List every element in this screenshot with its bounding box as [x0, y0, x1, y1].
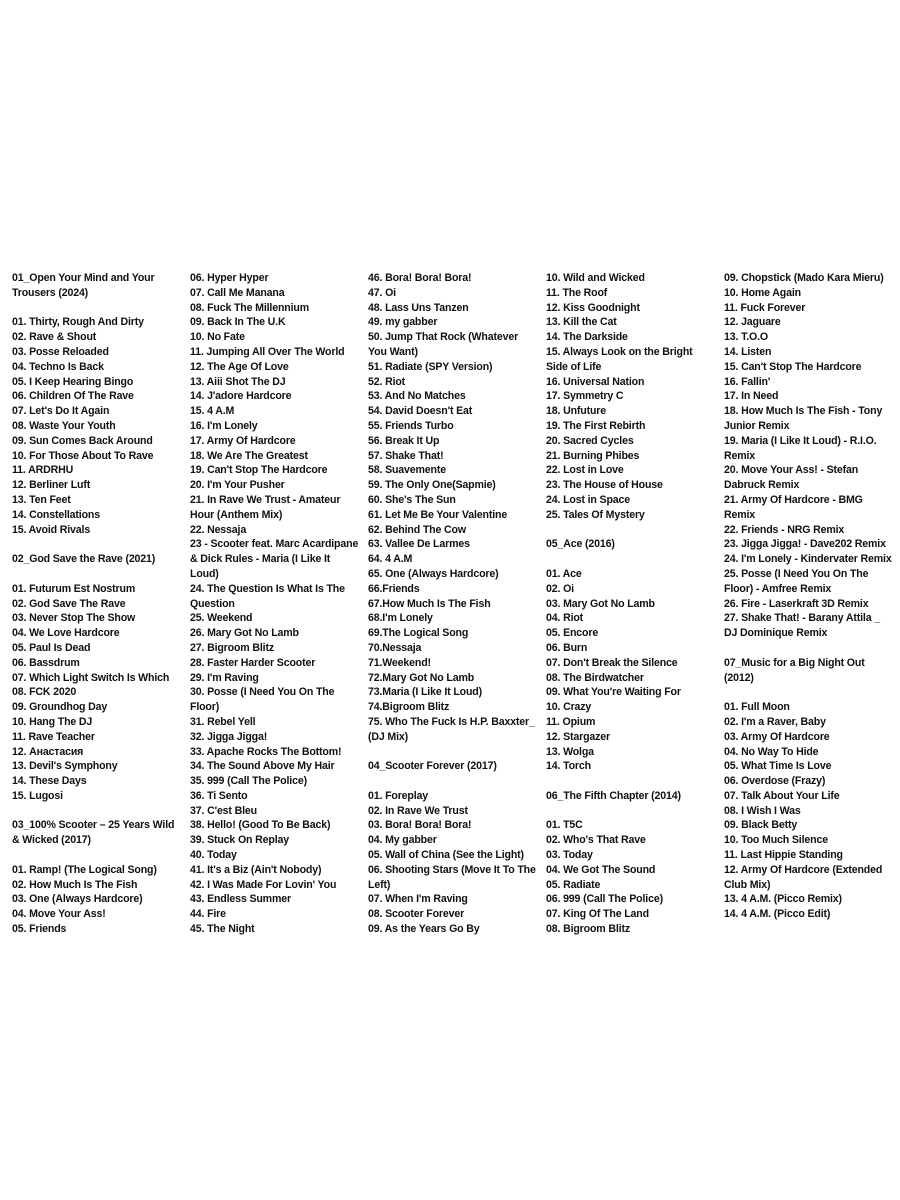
- track-item: 12. The Age Of Love: [190, 360, 289, 373]
- track-item: 62. Behind The Cow: [368, 523, 466, 536]
- spacer: [546, 552, 716, 567]
- track-item: 10. Wild and Wicked: [546, 272, 645, 284]
- track-item: 02. Who's That Rave: [546, 834, 646, 847]
- track-item: 46. Bora! Bora! Bora!: [368, 272, 472, 284]
- track-item: 12. Анастасия: [12, 745, 84, 758]
- track-item: 02. Rave & Shout: [12, 331, 97, 344]
- track-item: 04. No Way To Hide: [724, 745, 819, 758]
- track-item: 05. Friends: [12, 923, 67, 936]
- track-item: 01. Ace: [546, 567, 582, 580]
- track-item: 11. ARDRHU: [12, 464, 74, 477]
- spacer: [546, 774, 716, 789]
- column-4: [546, 271, 716, 937]
- track-item: 03. Mary Got No Lamb: [546, 597, 655, 610]
- track-item: 07. King Of The Land: [546, 908, 649, 921]
- track-item: 69.The Logical Song: [368, 627, 469, 640]
- track-item: 12. Army Of Hardcore (Extended Club Mix): [724, 863, 883, 891]
- track-item: 37. C'est Bleu: [190, 804, 257, 817]
- track-item: 41. It's a Biz (Ain't Nobody): [190, 863, 322, 876]
- track-item: 07. Talk About Your Life: [724, 789, 840, 802]
- track-item: 10. Home Again: [724, 286, 801, 299]
- track-item: 23. Jigga Jigga! - Dave202 Remix: [724, 538, 886, 551]
- track-item: 16. Fallin': [724, 375, 771, 388]
- track-item: 22. Nessaja: [190, 523, 247, 536]
- track-item: 08. Scooter Forever: [368, 908, 465, 921]
- track-item: 14. Torch: [546, 760, 591, 773]
- track-item: 21. Army Of Hardcore - BMG Remix: [724, 493, 863, 521]
- track-item: 09. Sun Comes Back Around: [12, 434, 153, 447]
- album-heading: 03_100% Scooter – 25 Years Wild & Wicked (2017): [12, 819, 175, 847]
- track-item: 14. J'adore Hardcore: [190, 390, 292, 403]
- track-item: 28. Faster Harder Scooter: [190, 656, 316, 669]
- track-item: 65. One (Always Hardcore): [368, 567, 499, 580]
- track-item: 05. Paul Is Dead: [12, 641, 91, 654]
- track-item: 01. Thirty, Rough And Dirty: [12, 316, 144, 329]
- column-1: [12, 271, 180, 937]
- track-item: 06. Burn: [546, 641, 588, 654]
- spacer: [12, 848, 180, 863]
- track-item: 18. Unfuture: [546, 405, 607, 418]
- spacer: [12, 301, 180, 316]
- track-item: 26. Mary Got No Lamb: [190, 627, 299, 640]
- album-heading: 05_Ace (2016): [546, 538, 615, 551]
- track-item: 43. Endless Summer: [190, 893, 291, 906]
- track-item: 39. Stuck On Replay: [190, 834, 290, 847]
- track-item: 06. Shooting Stars (Move It To The Left): [368, 863, 536, 891]
- spacer: [724, 641, 894, 656]
- track-item: 14. Listen: [724, 345, 772, 358]
- track-item: 15. Always Look on the Bright Side of Life: [546, 345, 693, 373]
- track-item: 35. 999 (Call The Police): [190, 775, 307, 788]
- track-item: 12. Berliner Luft: [12, 479, 91, 492]
- track-item: 19. Can't Stop The Hardcore: [190, 464, 328, 477]
- track-item: 67.How Much Is The Fish: [368, 597, 491, 610]
- track-item: 02. Oi: [546, 582, 574, 595]
- track-item: 11. Rave Teacher: [12, 730, 95, 743]
- track-item: 64. 4 A.M: [368, 553, 413, 566]
- track-item: 04. Riot: [546, 612, 584, 625]
- track-item: 09. As the Years Go By: [368, 923, 480, 936]
- track-item: 10. No Fate: [190, 331, 245, 344]
- spacer: [12, 804, 180, 819]
- track-item: 49. my gabber: [368, 316, 438, 329]
- track-item: 09. Groundhog Day: [12, 701, 108, 714]
- column-3: [368, 271, 538, 937]
- track-item: 05. Encore: [546, 627, 599, 640]
- track-item: 09. Black Betty: [724, 819, 798, 832]
- spacer: [724, 685, 894, 700]
- track-item: 03. One (Always Hardcore): [12, 893, 143, 906]
- track-item: 61. Let Me Be Your Valentine: [368, 508, 508, 521]
- track-item: 47. Oi: [368, 286, 396, 299]
- track-item: 17. In Need: [724, 390, 779, 403]
- track-item: 03. Today: [546, 849, 593, 862]
- column-2: [190, 271, 360, 937]
- album-heading: 06_The Fifth Chapter (2014): [546, 789, 681, 802]
- track-item: 71.Weekend!: [368, 656, 431, 669]
- track-item: 01. Foreplay: [368, 789, 429, 802]
- track-item: 63. Vallee De Larmes: [368, 538, 470, 551]
- track-item: 13. Wolga: [546, 745, 594, 758]
- track-item: 06. Overdose (Frazy): [724, 775, 826, 788]
- track-item: 30. Posse (I Need You On The Floor): [190, 686, 335, 714]
- track-item: 36. Ti Sento: [190, 789, 248, 802]
- track-item: 06. Hyper Hyper: [190, 272, 269, 284]
- track-item: 07. Which Light Switch Is Which: [12, 671, 170, 684]
- track-item: 45. The Night: [190, 923, 255, 936]
- track-item: 25. Tales Of Mystery: [546, 508, 645, 521]
- track-item: 08. Waste Your Youth: [12, 419, 116, 432]
- track-item: 59. The Only One(Sapmie): [368, 479, 496, 492]
- track-item: 50. Jump That Rock (Whatever You Want): [368, 331, 519, 358]
- column-5: [724, 271, 894, 922]
- track-item: 11. The Roof: [546, 286, 608, 299]
- track-item: 04. We Got The Sound: [546, 863, 656, 876]
- track-item: 22. Lost in Love: [546, 464, 624, 477]
- track-item: 11. Last Hippie Standing: [724, 849, 843, 862]
- track-item: 04. Techno Is Back: [12, 360, 104, 373]
- track-item: 09. What You're Waiting For: [546, 686, 681, 699]
- track-item: 48. Lass Uns Tanzen: [368, 301, 469, 314]
- track-item: 31. Rebel Yell: [190, 715, 256, 728]
- track-item: 13. 4 A.M. (Picco Remix): [724, 893, 842, 906]
- track-item: 26. Fire - Laserkraft 3D Remix: [724, 597, 869, 610]
- track-item: 14. The Darkside: [546, 331, 628, 344]
- track-item: 05. Wall of China (See the Light): [368, 849, 524, 862]
- track-item: 06. 999 (Call The Police): [546, 893, 663, 906]
- track-item: 27. Shake That! - Barany Attila _ DJ Dominique Remix: [724, 612, 880, 640]
- track-item: 52. Riot: [368, 375, 406, 388]
- track-item: 09. Back In The U.K: [190, 316, 286, 329]
- track-item: 12. Kiss Goodnight: [546, 301, 640, 314]
- track-item: 54. David Doesn't Eat: [368, 405, 473, 418]
- track-item: 09. Chopstick (Mado Kara Mieru): [724, 272, 884, 284]
- track-item: 25. Posse (I Need You On The Floor) - Amfree Remix: [724, 567, 869, 595]
- track-item: 04. My gabber: [368, 834, 437, 847]
- track-item: 13. Ten Feet: [12, 493, 71, 506]
- track-item: 51. Radiate (SPY Version): [368, 360, 493, 373]
- track-item: 70.Nessaja: [368, 641, 422, 654]
- track-item: 05. What Time Is Love: [724, 760, 832, 773]
- track-item: 32. Jigga Jigga!: [190, 730, 268, 743]
- track-item: 03. Posse Reloaded: [12, 345, 109, 358]
- track-item: 12. Stargazer: [546, 730, 611, 743]
- track-item: 58. Suavemente: [368, 464, 446, 477]
- track-item: 15. Lugosi: [12, 789, 63, 802]
- track-item: 10. Too Much Silence: [724, 834, 828, 847]
- track-item: 34. The Sound Above My Hair: [190, 760, 335, 773]
- track-item: 03. Army Of Hardcore: [724, 730, 830, 743]
- track-item: 33. Apache Rocks The Bottom!: [190, 745, 342, 758]
- track-item: 20. I'm Your Pusher: [190, 479, 285, 492]
- track-item: 02. In Rave We Trust: [368, 804, 468, 817]
- track-item: 38. Hello! (Good To Be Back): [190, 819, 331, 832]
- track-item: 60. She's The Sun: [368, 493, 456, 506]
- track-item: 75. Who The Fuck Is H.P. Baxxter_ (DJ Mix): [368, 715, 535, 743]
- spacer: [368, 774, 538, 789]
- track-item: 55. Friends Turbo: [368, 419, 454, 432]
- spacer: [12, 537, 180, 552]
- spacer: [546, 804, 716, 819]
- track-item: 25. Weekend: [190, 612, 253, 625]
- track-item: 19. The First Rebirth: [546, 419, 646, 432]
- track-item: 14. These Days: [12, 775, 87, 788]
- track-item: 13. T.O.O: [724, 331, 768, 344]
- track-item: 17. Army Of Hardcore: [190, 434, 296, 447]
- spacer: [368, 745, 538, 760]
- spacer: [12, 567, 180, 582]
- track-item: 53. And No Matches: [368, 390, 466, 403]
- track-item: 08. Bigroom Blitz: [546, 923, 630, 936]
- track-item: 11. Jumping All Over The World: [190, 345, 345, 358]
- track-item: 03. Never Stop The Show: [12, 612, 136, 625]
- track-item: 08. FCK 2020: [12, 686, 77, 699]
- track-item: 56. Break It Up: [368, 434, 440, 447]
- track-item: 07. Don't Break the Silence: [546, 656, 678, 669]
- track-item: 04. We Love Hardcore: [12, 627, 120, 640]
- album-heading: 02_God Save the Rave (2021): [12, 553, 156, 566]
- track-item: 15. Avoid Rivals: [12, 523, 91, 536]
- track-item: 20. Move Your Ass! - Stefan Dabruck Remix: [724, 464, 859, 492]
- track-item: 10. Hang The DJ: [12, 715, 93, 728]
- track-item: 66.Friends: [368, 582, 420, 595]
- track-item: 13. Aiii Shot The DJ: [190, 375, 286, 388]
- track-item: 44. Fire: [190, 908, 226, 921]
- track-item: 24. Lost in Space: [546, 493, 630, 506]
- track-item: 01. Full Moon: [724, 701, 790, 714]
- track-item: 13. Kill the Cat: [546, 316, 617, 329]
- track-item: 01. T5C: [546, 819, 583, 832]
- track-item: 29. I'm Raving: [190, 671, 259, 684]
- track-item: 10. Crazy: [546, 701, 592, 714]
- track-item: 21. In Rave We Trust - Amateur Hour (Anthem Mix): [190, 493, 341, 521]
- track-item: 20. Sacred Cycles: [546, 434, 634, 447]
- track-item: 11. Opium: [546, 715, 596, 728]
- track-item: 24. The Question Is What Is The Question: [190, 582, 345, 610]
- track-item: 19. Maria (I Like It Loud) - R.I.O. Remix: [724, 434, 877, 462]
- track-item: 18. How Much Is The Fish - Tony Junior Remix: [724, 405, 883, 432]
- track-item: 27. Bigroom Blitz: [190, 641, 274, 654]
- track-item: 08. The Birdwatcher: [546, 671, 644, 684]
- track-item: 02. How Much Is The Fish: [12, 878, 138, 891]
- track-item: 02. God Save The Rave: [12, 597, 126, 610]
- track-item: 16. Universal Nation: [546, 375, 645, 388]
- track-item: 68.I'm Lonely: [368, 612, 433, 625]
- track-item: 42. I Was Made For Lovin' You: [190, 878, 337, 891]
- track-item: 02. I'm a Raver, Baby: [724, 715, 826, 728]
- track-item: 07. Call Me Manana: [190, 286, 285, 299]
- track-item: 72.Mary Got No Lamb: [368, 671, 475, 684]
- track-item: 06. Children Of The Rave: [12, 390, 134, 403]
- track-item: 05. Radiate: [546, 878, 601, 891]
- track-item: 08. Fuck The Millennium: [190, 301, 309, 314]
- album-heading: 01_Open Your Mind and Your Trousers (2024): [12, 272, 155, 299]
- track-item: 17. Symmetry C: [546, 390, 624, 403]
- track-item: 15. 4 A.M: [190, 405, 235, 418]
- track-item: 07. When I'm Raving: [368, 893, 468, 906]
- track-item: 18. We Are The Greatest: [190, 449, 308, 462]
- track-item: 22. Friends - NRG Remix: [724, 523, 845, 536]
- track-item: 23. The House of House: [546, 479, 663, 492]
- track-item: 13. Devil's Symphony: [12, 760, 118, 773]
- track-item: 04. Move Your Ass!: [12, 908, 106, 921]
- track-item: 05. I Keep Hearing Bingo: [12, 375, 134, 388]
- track-item: 73.Maria (I Like It Loud): [368, 686, 482, 699]
- album-heading: 04_Scooter Forever (2017): [368, 760, 497, 773]
- track-item: 16. I'm Lonely: [190, 419, 258, 432]
- track-item: 07. Let's Do It Again: [12, 405, 110, 418]
- track-item: 74.Bigroom Blitz: [368, 701, 450, 714]
- track-item: 01. Futurum Est Nostrum: [12, 582, 136, 595]
- track-item: 23 - Scooter feat. Marc Acardipane & Dick Rules - Maria (I Like It Loud): [190, 538, 359, 580]
- track-item: 21. Burning Phibes: [546, 449, 640, 462]
- album-heading: 07_Music for a Big Night Out (2012): [724, 656, 865, 684]
- track-item: 08. I Wish I Was: [724, 804, 801, 817]
- track-item: 01. Ramp! (The Logical Song): [12, 863, 157, 876]
- track-item: 14. 4 A.M. (Picco Edit): [724, 908, 831, 921]
- track-item: 40. Today: [190, 849, 237, 862]
- track-item: 10. For Those About To Rave: [12, 449, 154, 462]
- track-item: 14. Constellations: [12, 508, 100, 521]
- spacer: [546, 523, 716, 538]
- track-item: 57. Shake That!: [368, 449, 444, 462]
- track-item: 12. Jaguare: [724, 316, 781, 329]
- track-item: 15. Can't Stop The Hardcore: [724, 360, 862, 373]
- track-item: 24. I'm Lonely - Kindervater Remix: [724, 553, 892, 566]
- track-item: 11. Fuck Forever: [724, 301, 806, 314]
- track-item: 03. Bora! Bora! Bora!: [368, 819, 472, 832]
- track-item: 06. Bassdrum: [12, 656, 80, 669]
